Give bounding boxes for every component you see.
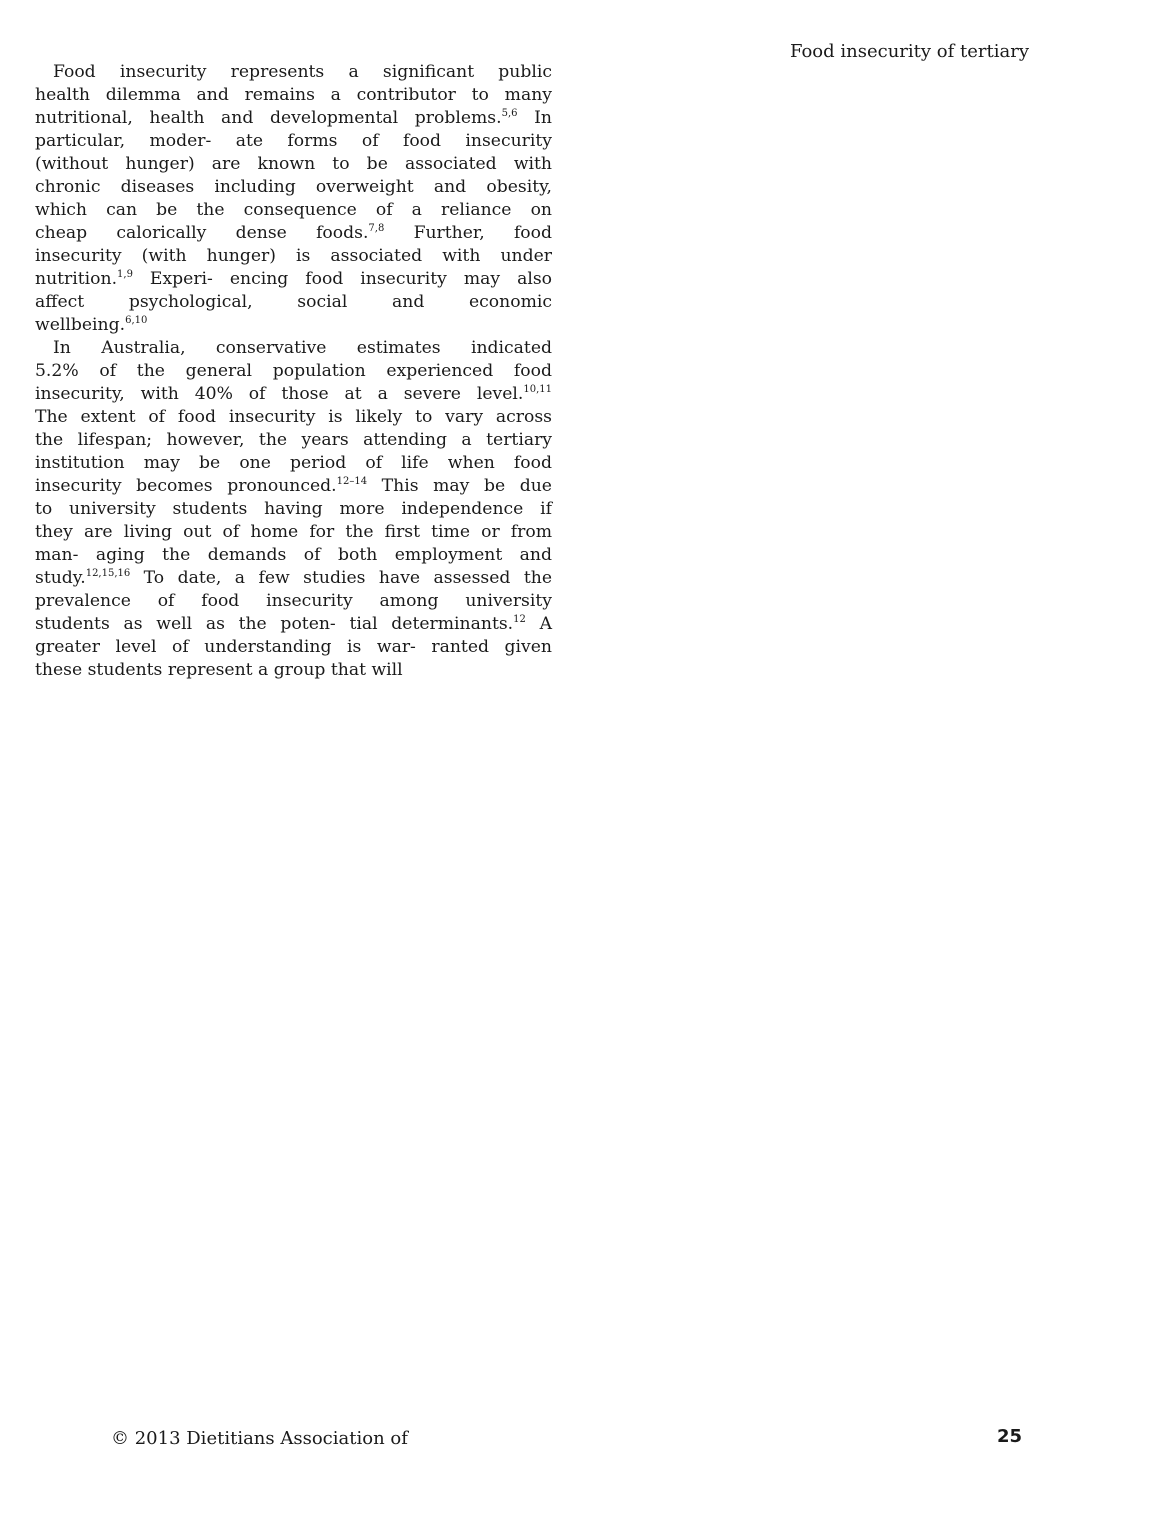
running-head: Food insecurity of tertiary (789, 41, 1029, 62)
text-line: 5.2% of the general population experienced food (35, 361, 552, 381)
text-line (35, 475, 552, 498)
line-text: In (517, 108, 552, 128)
text-line: chronic diseases including overweight and obesity, (35, 177, 552, 197)
line-text: Experi- encing food insecurity may also (132, 269, 552, 289)
text-line: insecurity (with hunger) is associated with under (35, 246, 552, 266)
citation-superscript: 12 (513, 614, 526, 625)
text-line: which can be the consequence of a reliance on (35, 200, 552, 220)
text-line (35, 383, 552, 406)
text-line: the lifespan; however, the years attending a tertiary (35, 430, 552, 450)
copyright-footer: © 2013 Dietitians Association of (111, 1428, 408, 1449)
citation-superscript: 1,9 (117, 269, 133, 280)
paragraph-1 (35, 61, 552, 337)
line-text: insecurity, with 40% of those at a severe level. (35, 384, 524, 404)
text-line: In Australia, conservative estimates indicated (53, 338, 552, 358)
page-number: 25 (997, 1426, 1023, 1447)
line-text: wellbeing. (35, 315, 126, 335)
citation-superscript: 10,11 (523, 384, 552, 395)
line-text: This may be due (367, 476, 552, 496)
citation-superscript: 5,6 (501, 108, 518, 119)
citation-superscript: 12–14 (336, 476, 368, 487)
text-line: The extent of food insecurity is likely to vary across (35, 407, 552, 427)
citation-superscript: 7,8 (368, 223, 385, 234)
line-text: study. (35, 568, 86, 588)
text-line: they are living out of home for the first time or from (35, 522, 552, 542)
paragraph-2 (35, 337, 552, 682)
text-line: (without hunger) are known to be associated with (35, 154, 552, 174)
citation-superscript: 6,10 (125, 315, 148, 326)
line-text: cheap calorically dense foods. (35, 223, 369, 243)
line-text: students as well as the poten- tial determinants. (35, 614, 514, 634)
line-text: A (525, 614, 552, 634)
text-line: these students represent a group that will (35, 660, 403, 680)
line-text: Further, food (384, 223, 553, 243)
text-line: affect psychological, social and economic (35, 292, 552, 312)
citation-superscript: 12,15,16 (85, 568, 131, 579)
line-text: nutrition. (35, 269, 118, 289)
text-line: Food insecurity represents a significant public (53, 62, 552, 82)
text-line (35, 107, 552, 130)
text-line (35, 567, 552, 590)
text-line (35, 222, 552, 245)
line-text: nutritional, health and developmental problems. (35, 108, 502, 128)
text-line (35, 268, 552, 291)
text-line (35, 314, 552, 337)
text-line: institution may be one period of life when food (35, 453, 552, 473)
text-line: health dilemma and remains a contributor to many (35, 85, 552, 105)
line-text: insecurity becomes pronounced. (35, 476, 337, 496)
text-line: particular, moder- ate forms of food insecurity (35, 131, 552, 151)
text-line: greater level of understanding is war- ranted given (35, 637, 552, 657)
text-line (35, 613, 552, 636)
text-line: man- aging the demands of both employment and (35, 545, 552, 565)
line-text: To date, a few studies have assessed the (130, 568, 552, 588)
text-line: to university students having more independence if (35, 499, 552, 519)
body-column (35, 61, 552, 682)
text-line: prevalence of food insecurity among university (35, 591, 552, 611)
